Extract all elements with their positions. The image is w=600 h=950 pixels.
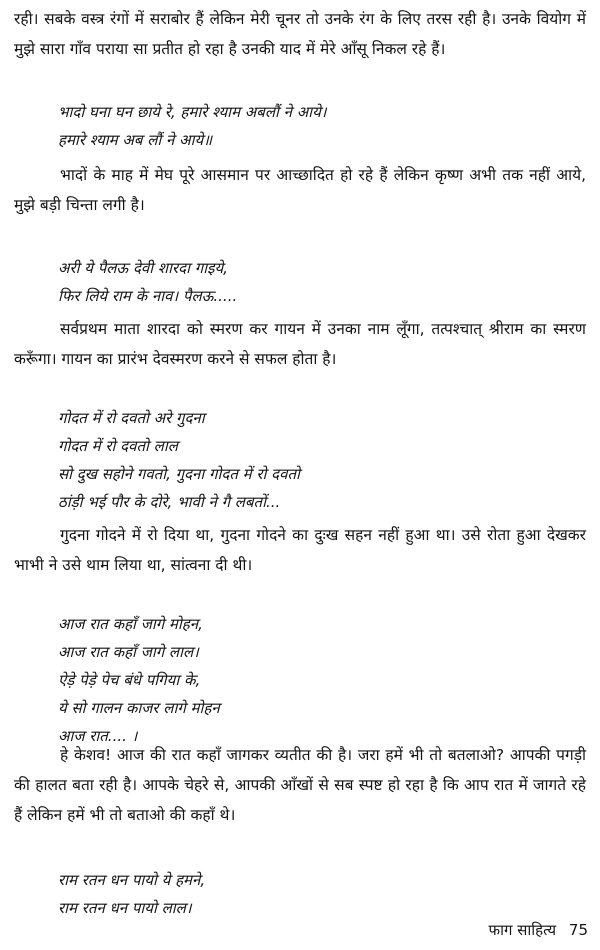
verse-line: हमारे श्याम अब लौं ने आये॥ bbox=[58, 131, 213, 149]
verse-line: ऐड़े पेड़े पेच बंधे पगिया के, bbox=[58, 671, 201, 689]
book-title: फाग साहित्य bbox=[488, 921, 557, 939]
paragraph-4 bbox=[14, 520, 586, 580]
paragraph-text: रही। सबके वस्त्र रंगों में सराबोर हैं लेकिन मेरी चूनर तो उनके रंग के लिए तरस रही है। उनके वियोग में मुझे सारा गाँव पराया सा प्रतीत हो रहा है उनकी याद में मेरे आँसू निकल रहे हैं। bbox=[14, 10, 586, 58]
verse-1 bbox=[58, 98, 578, 154]
verse-line: ठांड़ी भई पौर के दोरे, भावी ने गै लबतों... bbox=[58, 493, 281, 511]
paragraph-text: हे केशव! आज की रात कहाँ जागकर व्यतीत की है। जरा हमें भी तो बतलाओ? आपकी पगड़ी की हालत बता रही है। आपके चेहरे से, आपकी आँखों से सब स्पष्ट हो रहा है कि आप रात में जागते रहे हैं लेकिन हमें भी तो बताओ की कहाँ थे। bbox=[14, 746, 586, 824]
page-number: 75 bbox=[568, 921, 588, 939]
verse-line: आज रात कहाँ जागे लाल। bbox=[58, 643, 199, 661]
paragraph-2 bbox=[14, 160, 586, 220]
verse-line: आज रात कहाँ जागे मोहन, bbox=[58, 615, 203, 633]
verse-4 bbox=[58, 610, 578, 750]
verse-5 bbox=[58, 866, 578, 922]
verse-3 bbox=[58, 404, 578, 516]
paragraph-3 bbox=[14, 314, 586, 374]
verse-line: अरी ये पैलऊ देवी शारदा गाइये, bbox=[58, 259, 228, 277]
verse-line: राम रतन धन पायो लाल। bbox=[58, 899, 192, 917]
paragraph-text: भादों के माह में मेघ पूरे आसमान पर आच्छादित हो रहे हैं लेकिन कृष्ण अभी तक नहीं आये, मुझे बड़ी चिन्ता लगी है। bbox=[14, 166, 586, 214]
verse-line: फिर लिये राम के नाव। पैलऊ..... bbox=[58, 287, 238, 305]
paragraph-1 bbox=[14, 4, 586, 64]
page-footer bbox=[489, 920, 588, 940]
verse-line: गोदत में रो दवतो अरे गुदना bbox=[58, 409, 205, 427]
paragraph-text: गुदना गोदने में रो दिया था, गुदना गोदने का दुःख सहन नहीं हुआ था। उसे रोता हुआ देखकर भाभी ने उसे थाम लिया था, सांत्वना दी थी। bbox=[14, 526, 586, 574]
paragraph-5 bbox=[14, 740, 586, 830]
verse-line: भादो घना घन छाये रे, हमारे श्याम अबलौं ने आये। bbox=[58, 103, 327, 121]
verse-line: गोदत में रो दवतो लाल bbox=[58, 437, 178, 455]
verse-line: आज रात.... । bbox=[58, 727, 138, 745]
paragraph-text: सर्वप्रथम माता शारदा को स्मरण कर गायन में उनका नाम लूँगा, तत्पश्चात् श्रीराम का स्मरण करूँगा। गायन का प्रारंभ देवस्मरण करने से सफल होता है। bbox=[14, 320, 586, 368]
verse-line: ये सो गालन काजर लागे मोहन bbox=[58, 699, 220, 717]
verse-line: सो दुख सहोने गवतो, गुदना गोदत में रो दवतो bbox=[58, 465, 300, 483]
verse-line: राम रतन धन पायो ये हमने, bbox=[58, 871, 206, 889]
verse-2 bbox=[58, 254, 578, 310]
